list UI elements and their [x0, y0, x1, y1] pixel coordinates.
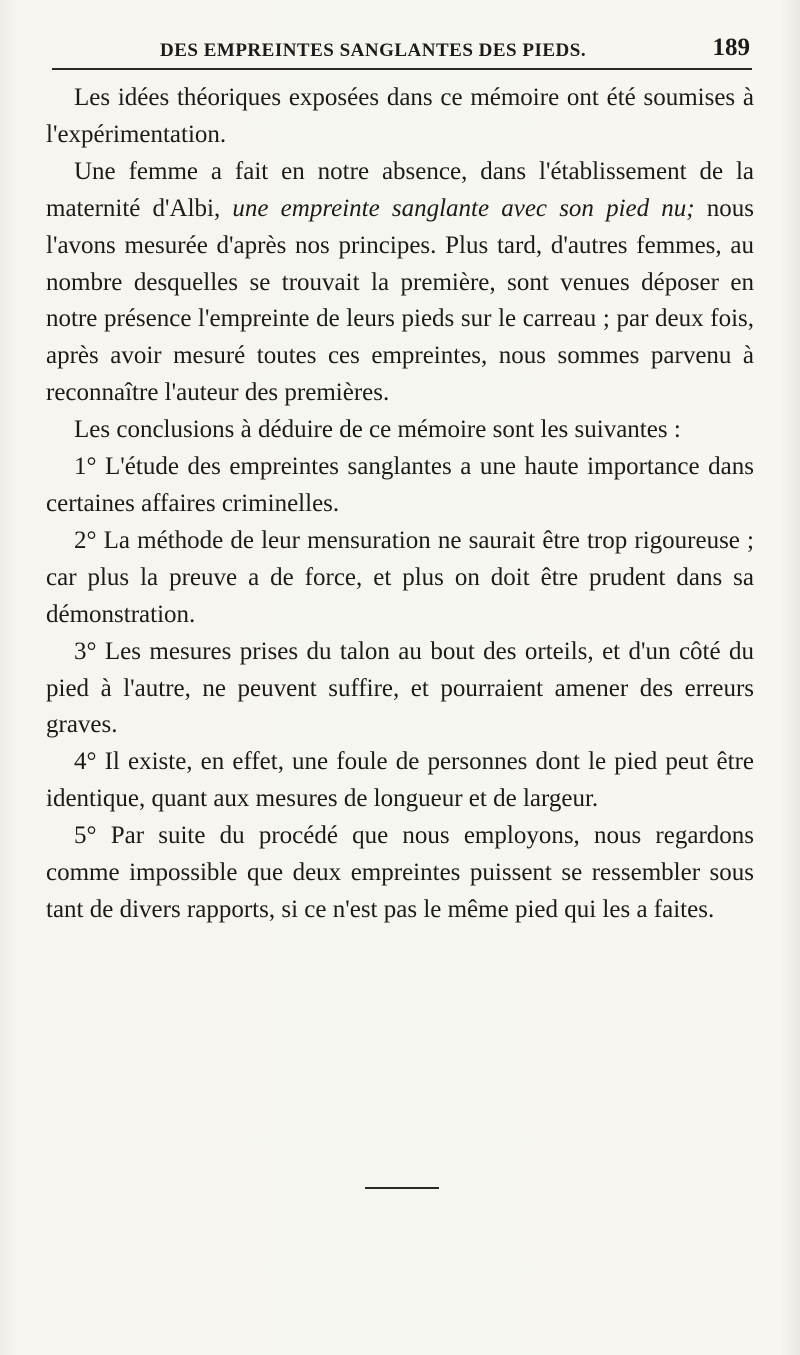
page-number: 189: [712, 34, 750, 61]
paragraph-intro: Les idées théoriques exposées dans ce mémoire ont été soumises à l'expérimentation.: [46, 84, 754, 148]
end-rule: [365, 1187, 439, 1189]
running-head: [52, 28, 752, 70]
conclusion-2: 2° La méthode de leur mensuration ne saurait être trop rigoureuse ; car plus la preuve a de force, et plus on doit être prudent dans sa démonstration.: [46, 526, 754, 628]
conclusion-3: 3° Les mesures prises du talon au bout des orteils, et d'un côté du pied à l'autre, ne peuvent suffire, et pourraient amener des erreurs graves.: [46, 637, 754, 739]
body-text: [46, 80, 754, 929]
conclusion-5: 5° Par suite du procédé que nous employons, nous regardons comme impossible que deux empreintes puissent se ressembler sous tant de divers rapports, si ce n'est pas le même pied qui les a faites.: [46, 822, 754, 923]
paragraph-experiment-italic: une empreinte sanglante avec son pied nu;: [232, 194, 695, 222]
paragraph-experiment: [46, 154, 754, 412]
paragraph-experiment-end: nous l'avons mesurée d'après nos principes. Plus tard, d'autres femmes, au nombre desquelles se trouvait la première, sont venues déposer en notre présence l'empreinte de leurs pieds sur le carreau ; par deux fois, après avoir mesuré toutes ces empreintes, nous sommes parvenu à reconnaître l'auteur des premières.: [46, 194, 754, 407]
conclusion-1: 1° L'étude des empreintes sanglantes a une haute importance dans certaines affaires criminelles.: [46, 453, 754, 517]
running-title: DES EMPREINTES SANGLANTES DES PIEDS.: [160, 40, 587, 61]
conclusion-4: 4° Il existe, en effet, une foule de personnes dont le pied peut être identique, quant aux mesures de longueur et de largeur.: [46, 748, 754, 813]
paragraph-conclusions-intro: Les conclusions à déduire de ce mémoire sont les suivantes :: [74, 416, 681, 444]
paragraph-experiment-start: Une femme a fait en notre absence, dans l'établissement de la maternité d'Albi,: [46, 157, 754, 222]
